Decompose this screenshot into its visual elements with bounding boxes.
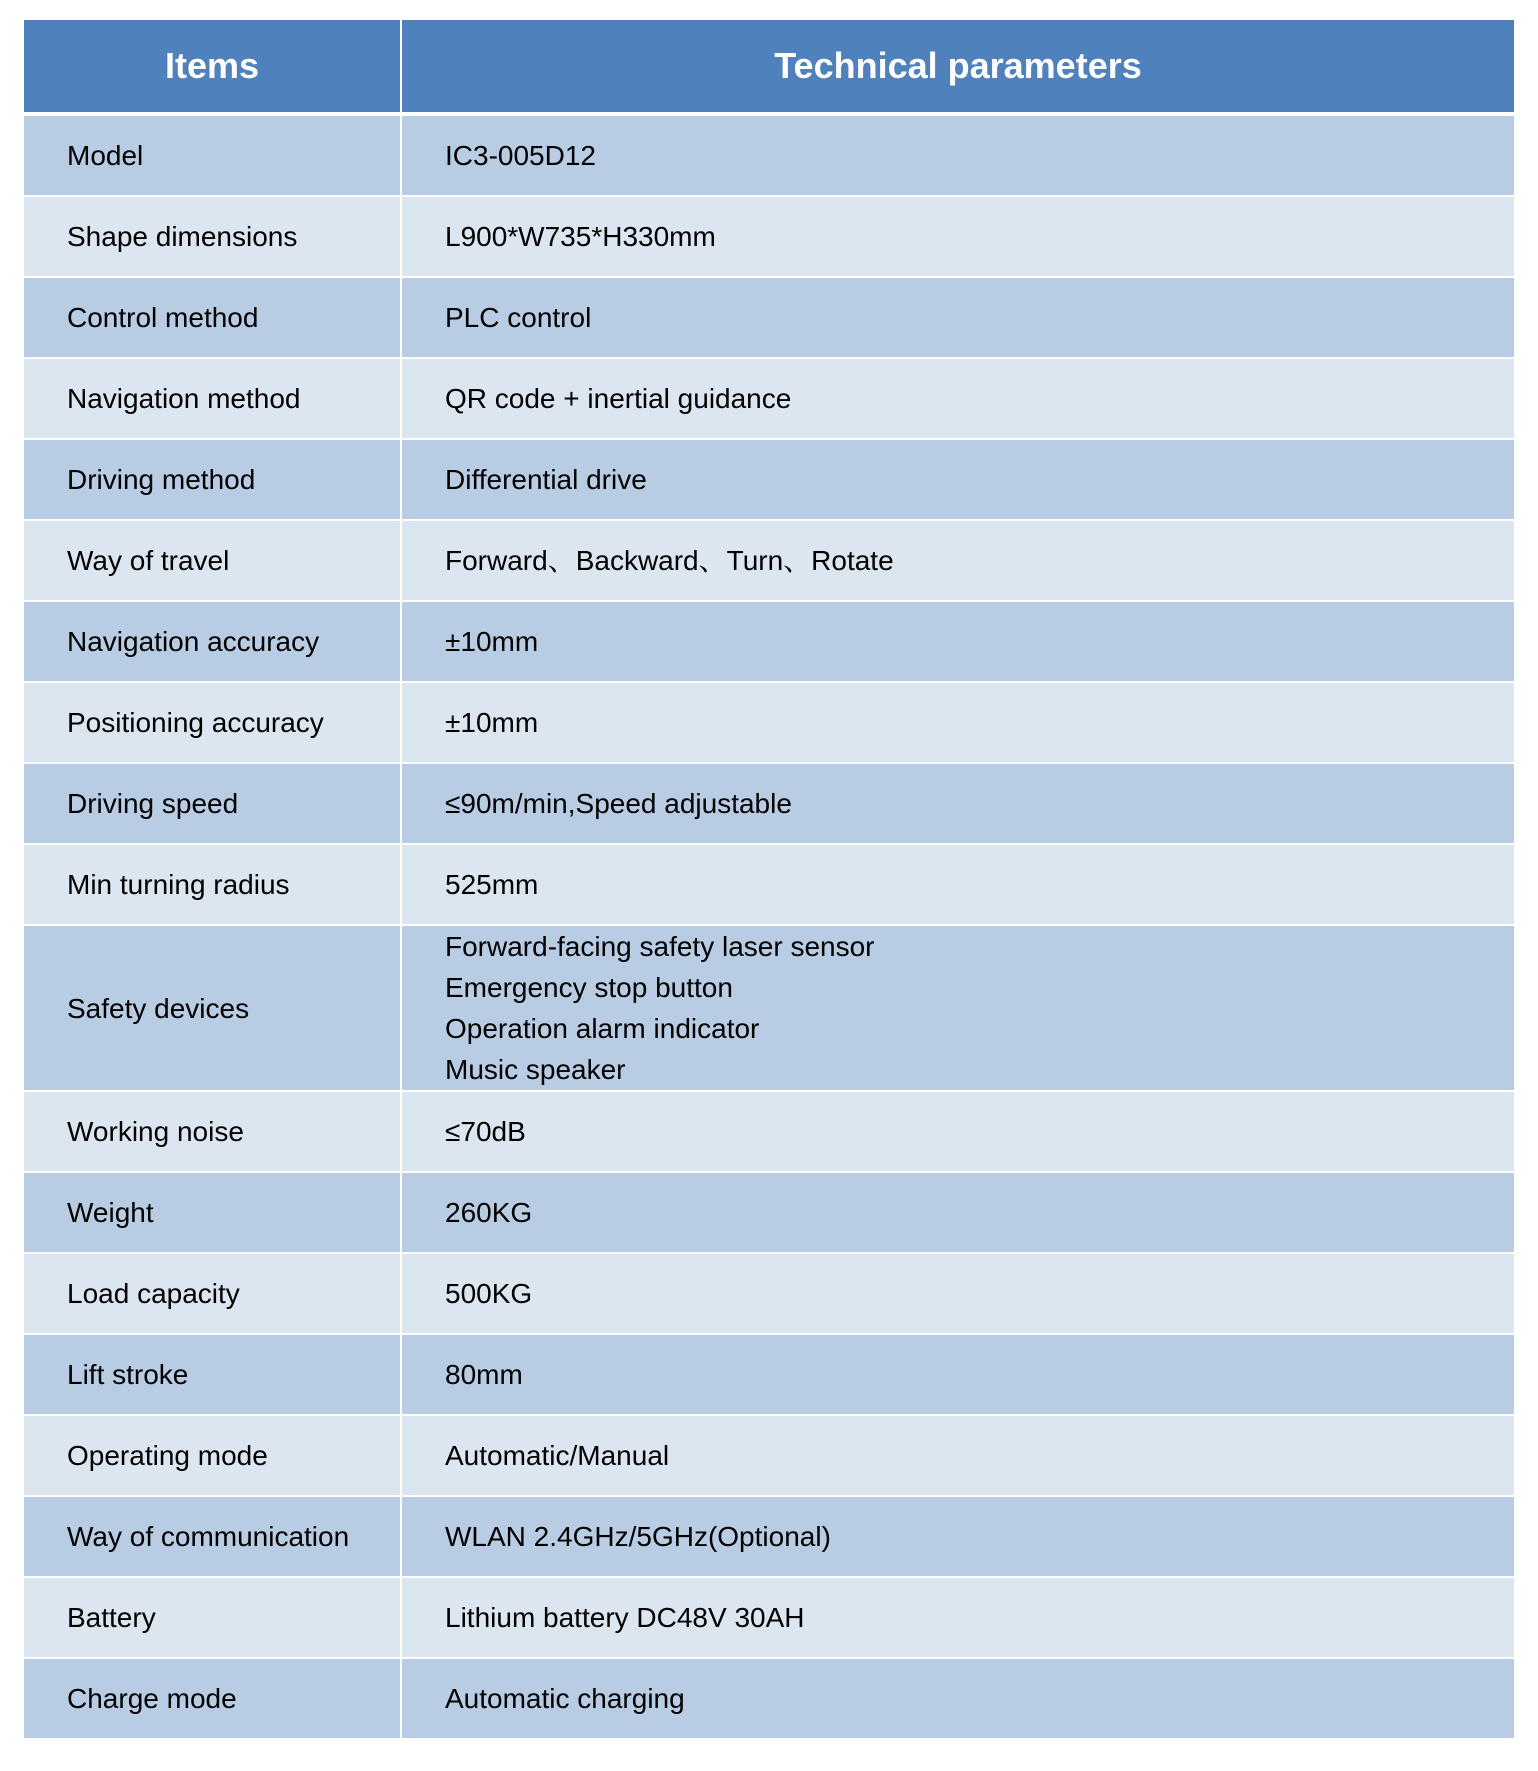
value-cell: WLAN 2.4GHz/5GHz(Optional) xyxy=(401,1496,1514,1577)
table-row xyxy=(24,196,1514,277)
table-row xyxy=(24,763,1514,844)
item-cell: Way of travel xyxy=(24,520,401,601)
item-cell: Lift stroke xyxy=(24,1334,401,1415)
table-row xyxy=(24,601,1514,682)
table-row xyxy=(24,1091,1514,1172)
table-row xyxy=(24,682,1514,763)
value-cell: Forward、Backward、Turn、Rotate xyxy=(401,520,1514,601)
item-cell: Way of communication xyxy=(24,1496,401,1577)
value-cell: 500KG xyxy=(401,1253,1514,1334)
item-cell: Navigation accuracy xyxy=(24,601,401,682)
table-row xyxy=(24,1658,1514,1739)
value-cell: IC3-005D12 xyxy=(401,114,1514,196)
value-cell: 525mm xyxy=(401,844,1514,925)
table-row xyxy=(24,925,1514,1091)
item-cell: Model xyxy=(24,114,401,196)
header-row xyxy=(24,20,1514,114)
value-cell: ≤90m/min,Speed adjustable xyxy=(401,763,1514,844)
table-row xyxy=(24,1577,1514,1658)
item-cell: Operating mode xyxy=(24,1415,401,1496)
item-cell: Shape dimensions xyxy=(24,196,401,277)
item-cell: Driving method xyxy=(24,439,401,520)
value-line: Music speaker xyxy=(445,1054,626,1085)
table-row xyxy=(24,277,1514,358)
table-row xyxy=(24,439,1514,520)
table-row xyxy=(24,1253,1514,1334)
item-cell: Navigation method xyxy=(24,358,401,439)
item-cell: Safety devices xyxy=(24,925,401,1091)
item-cell: Battery xyxy=(24,1577,401,1658)
item-cell: Control method xyxy=(24,277,401,358)
value-cell: PLC control xyxy=(401,277,1514,358)
table-row xyxy=(24,1415,1514,1496)
value-cell: Automatic charging xyxy=(401,1658,1514,1739)
item-cell: Load capacity xyxy=(24,1253,401,1334)
item-cell: Weight xyxy=(24,1172,401,1253)
table-row xyxy=(24,520,1514,601)
item-cell: Charge mode xyxy=(24,1658,401,1739)
table-row xyxy=(24,114,1514,196)
item-cell: Working noise xyxy=(24,1091,401,1172)
table-row xyxy=(24,1496,1514,1577)
value-cell: ≤70dB xyxy=(401,1091,1514,1172)
value-cell xyxy=(401,925,1514,1091)
table-body xyxy=(24,114,1514,1739)
value-cell: ±10mm xyxy=(401,682,1514,763)
value-cell: QR code + inertial guidance xyxy=(401,358,1514,439)
technical-parameters-table xyxy=(24,20,1514,1740)
table-header xyxy=(24,20,1514,114)
parameters-column-header: Technical parameters xyxy=(401,20,1514,114)
table-row xyxy=(24,358,1514,439)
value-cell: Automatic/Manual xyxy=(401,1415,1514,1496)
value-cell: Lithium battery DC48V 30AH xyxy=(401,1577,1514,1658)
item-cell: Driving speed xyxy=(24,763,401,844)
value-cell: Differential drive xyxy=(401,439,1514,520)
value-cell: ±10mm xyxy=(401,601,1514,682)
table-row xyxy=(24,844,1514,925)
value-cell: 80mm xyxy=(401,1334,1514,1415)
items-column-header: Items xyxy=(24,20,401,114)
table-row xyxy=(24,1172,1514,1253)
value-line: Operation alarm indicator xyxy=(445,1013,760,1044)
item-cell: Min turning radius xyxy=(24,844,401,925)
value-line: Emergency stop button xyxy=(445,972,733,1003)
value-cell: 260KG xyxy=(401,1172,1514,1253)
value-cell: L900*W735*H330mm xyxy=(401,196,1514,277)
table-row xyxy=(24,1334,1514,1415)
value-line: Forward-facing safety laser sensor xyxy=(445,931,875,962)
item-cell: Positioning accuracy xyxy=(24,682,401,763)
